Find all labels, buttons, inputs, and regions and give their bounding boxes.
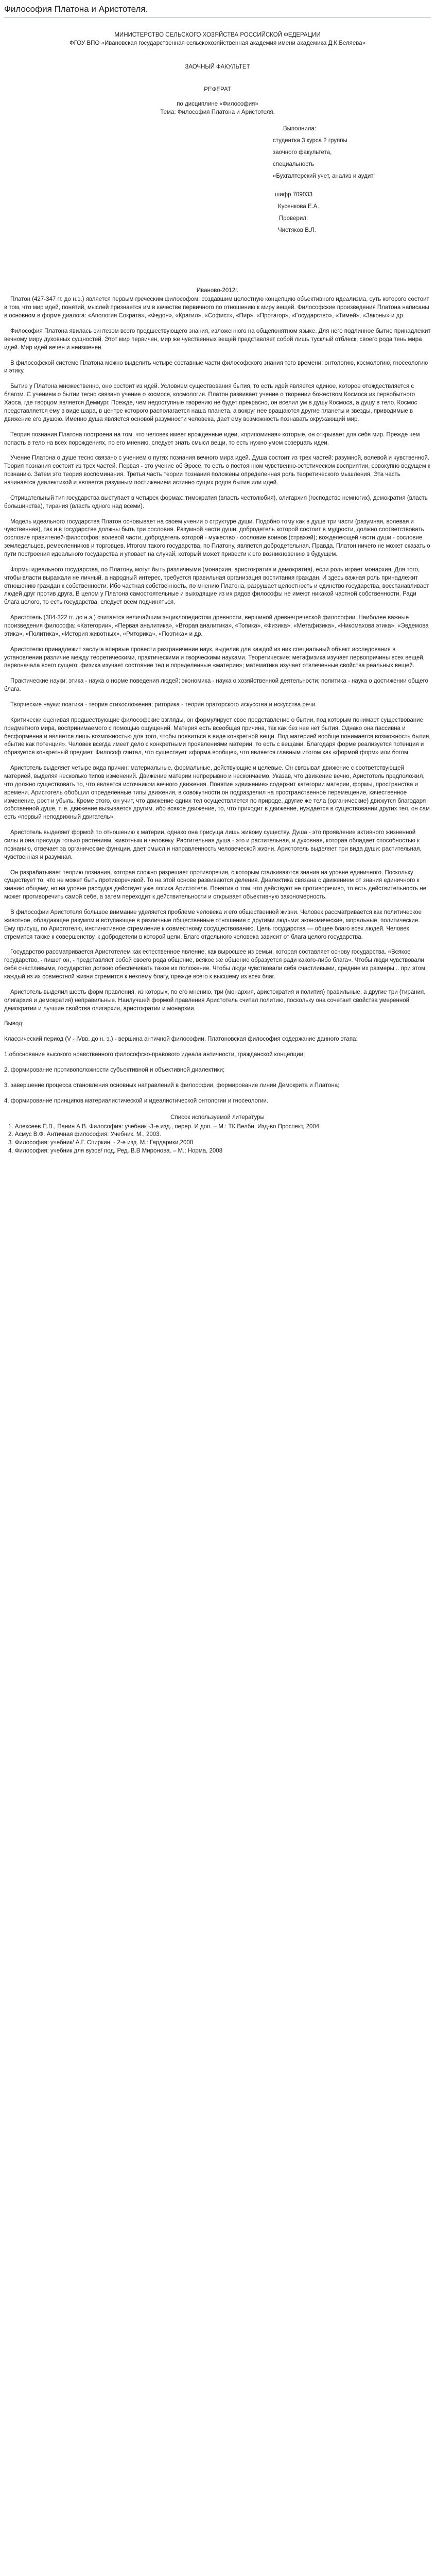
year-line: Иваново-2012г. xyxy=(196,287,239,294)
ministry-line: МИНИСТЕРСТВО СЕЛЬСКОГО ХОЗЯЙСТВА РОССИЙСКОЙ ФЕДЕРАЦИИ xyxy=(114,32,321,39)
signature-line: Выполнила: xyxy=(283,125,317,132)
paragraph: Практические науки: этика - наука о норме поведения людей; экономика - наука о хозяйственной деятельности; политика - наука о достижении общего блага. xyxy=(4,678,428,693)
literature-item: 4. Философия: учебник для вузов/ под. Ред. В.В Миронова. – М.: Норма, 2008 xyxy=(8,1148,223,1155)
paragraph: Философия Платона явилась синтезом всего предшествующего знания, изложенного на общепонятном языке. Для него подлинное бытие принадлежит вечному миру духовных сущностей. Этот мир первичен, мир же чувственных вещей представляет собой лишь тусклый отблеск, своего рода тень мира идей. Мир идей вечен и неизменен. xyxy=(4,328,431,351)
literature-heading: Список используемой литературы xyxy=(170,1114,265,1121)
conclusion-item: 4. формирование принципов материалистической и идеалистической онтологии и гносеологии. xyxy=(4,1097,269,1104)
paragraph: Платон (427-347 гг. до н.э.) является первым греческим философом, создавшим целостную концепцию объективного идеализма, суть которого состоит в том, что мир идей, понятий, мыслей признается им в качестве первичного по отношению к миру вещей. Философские произведения Платона написаны в основном в форме диалога: «Апология Сократа», «Федон», «Кратил», «Софист», «Пир», «Протагор», «Государство», «Тимей», «Законы» и др. xyxy=(4,296,429,319)
title-page-header xyxy=(4,31,431,72)
signature-line: специальность xyxy=(273,161,315,167)
paragraph: Он разрабатывает теорию познания, которая сложно разрешает противоречия, с которым сталкиваются знания на уровне единичного. Поскольку существует то, что не может быть противоречивой. То на этой основе развиваются деления. Диалектика связана с движением от знания единичного к знанию общему, но на уровне рассудка действует уже логика Аристотеля. Понятия о том, что действуют не противоречиво, то есть действительность не может противоречить самой себе, а затем переходит к действительности и открывает объективную закономерность. xyxy=(4,869,427,901)
paragraph: Модель идеального государства Платон основывает на своем учении о структуре души. Подобно тому как в душе три части (разумная, волевая и чувственная), так и в государстве должны быть три сословия. Разумной части души, добродетель которой состоит в мудрости, должно соответствовать сословие правителей-философов; волевой части, добродетель которой - мужество - сословие воинов (стражей); вожделеющей части души - сословие земледельцев, ремесленников и торговцев. Итогом такого государства, по Платону, является добродетельная. Правда, Платон ничего не может сказать о пути построения идеального государства и уповает на случай, который может привести к его возникновению в будущем. xyxy=(4,518,430,557)
paragraph: Отрицательный тип государства выступает в четырех формах: тимократия (власть честолюбия), олигархия (господство немногих), демократия (власть большинства), тирания (власть одного над всеми). xyxy=(4,495,428,510)
literature-section xyxy=(4,1114,431,1156)
conclusion-intro: Классический период (V - IVвв. до н. э.) - вершина античной философии. Платоновская философия содержание данного этапа: xyxy=(4,1036,358,1043)
signature-line: «Бухгалтерский учет, анализ и аудит” xyxy=(273,173,376,179)
conclusion-heading: Вывод: xyxy=(4,1021,24,1027)
signature-line: шифр 709033 xyxy=(275,191,313,198)
paragraph: Аристотель выделяет четыре вида причин: материальные, формальные, действующие и целевые. Он связывал движение с соответствующей материей, выделяя несколько типов изменений. Движение материи непрерывно и нескончаемо. Указав, что движение вечно, Аристотель предположил, что должно существовать то, что является источником вечного движения. Понятие «движение» содержит категории материи, формы, пространства и времени. Аристотель обобщил определенные типы движения, в совокупности он подразделил на пространственное перемещение, качественное изменение, рост и убыль. Кроме этого, он учит, что движение одних тел осуществляется по природе, другие же тела (органические) движутся благодаря собственной душе, т. е. движение вызывается другим, ибо всякое движение, то, что приходит в движение, нуждается в существовании других тел, он сам есть «первый неподвижный двигатель». xyxy=(4,765,430,821)
paragraph: Аристотель выделил шесть форм правления, из которых, по его мнению, три (монархия, аристократия и полития) правильные, а другие три (тирания, олигархия и демократия) неправильные. Наилучшей формой правления Аристотель считал политию, поскольку она сочетает свойства умеренной демократии и лучшие свойства олигархии, аристократии и монархии. xyxy=(4,989,426,1012)
signature-line: Кусенкова Е.А. xyxy=(278,203,319,210)
paragraph: Бытие у Платона множественно, оно состоит из идей. Условием существования бытия, то есть идей является единое, которое отождествляется с благом. С учением о бытии тесно связано учение о космосе, космология. Платон развивает учение о творении божеством Космоса из первобытного Хаоса, где творцом является Демиург. Прежде, чем недоступные творению не будет прекрасно, он вселил ум в душу Космоса, а душу в тело. Космос представляется ему в виде шара, в центре которого располагается наша планета, а вокруг нее вращаются другие планеты и звезды, приводимые в движение его душою. Именно душа является основой разумности человека, дает ему возможность познавать окружающий мир. xyxy=(4,383,417,422)
conclusion-item: 2. формирование противоположности субъективной и объективной диалектики; xyxy=(4,1067,225,1074)
body-text xyxy=(4,296,431,1013)
conclusion-section xyxy=(4,1020,431,1105)
signature-block xyxy=(273,125,431,239)
paragraph: Аристотель выделяет формой по отношению к материи, однако она присуща лишь живому существу. Душа - это проявление активного жизненной силы и она присуща только растениям, животным и человеку. Растительная душа - это и растительная, и духовная, которая обладает способностью к познанию, отвечает за органические функции, дает смысл и направленность человеческой жизни. Аристотель выделяет три вида души: растительная, чувственная и разумная. xyxy=(4,829,422,860)
referat-block xyxy=(4,86,431,117)
paragraph: В философии Аристотеля большое внимание уделяется проблеме человека и его общественной жизни. Человек рассматривается как политическое животное, обладающее разумом и вступающее в различные общественные отношения с другими людьми: экономические, моральные, политические. Ему присущ, по Аристотелю, инстинктивное стремление к совместному сосуществованию. Цель государства — общее благо всех людей. Человек стремится также к совершенству, к добродетели в которой цели. Благо отдельного человека зависит от блага целого государства. xyxy=(4,909,422,940)
faculty-line: ЗАОЧНЫЙ ФАКУЛЬТЕТ xyxy=(185,64,250,71)
conclusion-item: 1.обоснование высокого нравственного философско-правового идеала античности, гражданской концепции; xyxy=(4,1052,305,1058)
paragraph: Теория познания Платона построена на том, что человек имеет врожденные идеи, «припоминая» которые, он открывает для себя мир. Прежде чем попасть в тело на всех порождениях, по его мнению, следует знать смысл вещи, то есть нужно умом созерцать идеи. xyxy=(4,431,420,446)
paragraph: В философской системе Платона можно выделить четыре составные части философского знания того времени: онтологию, космологию, гносеологию и этику. xyxy=(4,360,428,375)
literature-item: 1. Алексеев П.В., Панин А.В. Философия: учебник -3-е изд., перер. И доп. – М.: ТК Велби, Изд-во Проспект, 2004 xyxy=(8,1123,320,1130)
paragraph: Аристотель (384-322 гг. до н.э.) считается величайшим энциклопедистом древности, вершиной древнегреческой философии. Наиболее важные произведения философа: «Категории», «Первая аналитика», «Вторая аналитика», «Топика», «Физика», «Метафизика», «Никомахова этика», «Эвдемова этика», «Политика», «История животных», «Риторика», «Поэтика» и др. xyxy=(4,615,429,637)
paragraph: Формы идеального государства, по Платону, могут быть различными (монархия, аристократия и демократия), если роль играет монархия. Для того, чтобы власти выражали не личный, а народный интерес, требуется правильная организация воспитания граждан. И здесь важная роль принадлежит отношению граждан к собственности. Ибо частная собственность, по мнению Платона, разрушает целостность и единство государства, восстанавливает людей друг против друга. В целом у Платона самостоятельные и выходящие из их рядов философы не имеют никакой частной собственности. Ради блага целого, то есть государства, следует всем подчиняться. xyxy=(4,566,429,606)
paragraph: Аристотелю принадлежит заслуга впервые провести разграничение наук, выделив для каждой из них специальный объект исследования в установлении различие между теоретическими, практическими и творческими науками. Теоретические: метафизика изучает первопричины всех вещей, первоначала всего сущего; физика изучает состояние тел и определенные «материи»; математика изучает отвлеченные свойства реальных вещей. xyxy=(4,646,425,669)
paragraph: Учение Платона о душе тесно связано с учением о путях познания вечного мира идей. Душа состоит из трех частей: разумной, волевой и чувственной. Теория познания состоит из трех частей. Первая - это учение об Эросе, то есть о постоянном чувственно-эстетическом восприятии, совокупно ведущем к познанию. Затем это теория воспоминания. Третья часть теории познания положены определенная роль теоретического мышления. Эта часть начинается диалектикой и является разумным постижением истинно сущих родов бытия или идей. xyxy=(4,455,430,486)
paragraph: Критически оценивая предшествующие философские взгляды, он формулирует свое представление о бытии, под которым понимает существование предметного мира, воспринимаемого с помощью ощущений. Материя есть всеобщая причина, так как без нее нет бытия. Однако она пассивна и бесформенна и является лишь возможностью для того, чтобы появиться в виде конкретной вещи. Под материей вообще понимается возможность бытия, «бытие как потенция». Человек всегда имеет дело с конкретными проявлениями материи, то есть с вещами. Благодаря форме реализуется потенция и образуется конкретный предмет. Философ считал, что существует «форма вообще», что является главным итогом как «формой форм» или богом. xyxy=(4,717,431,756)
paragraph: Государство рассматривается Аристотелем как естественное явление, как выросшее из семьи, которая составляет основу государства. «Всякое государство, - пишет он, - представляет собой своего рода общение, всякое же общение образуется ради какого-либо блага». Чтобы люди чувствовали себя счастливыми, государство должно обеспечивать такое их положение. Чтобы люди чувствовали себя счастливыми, средние их размеры... при этом каждый из их совместной жизни стремится к некоему благу, прежде всего к высшему из всех благ. xyxy=(4,949,425,980)
literature-item: 2. Асмус В.Ф. Античная философия: Учебник. М., 2003. xyxy=(8,1131,161,1138)
signature-line: Чистяков В.Л. xyxy=(278,227,316,233)
paragraph: Творческие науки: поэтика - теория стихосложения; риторика - теория ораторского искусства и искусства речи. xyxy=(10,701,317,708)
page-title: Философия Платона и Аристотеля. xyxy=(4,3,431,18)
topic-line: Тема: Философия Платона и Аристотеля. xyxy=(160,109,275,115)
signature-line: студентка 3 курса 2 группы xyxy=(273,137,347,144)
literature-item: 3. Философия: учебник/ А.Г. Спиркин. - 2-е изд. М.: Гардарики,2008 xyxy=(8,1140,194,1146)
referat-heading: РЕФЕРАТ xyxy=(204,87,231,93)
discipline-line: по дисциплине «Философия» xyxy=(177,100,258,107)
institution-line: ФГОУ ВПО «Ивановская государственная сельскохозяйственная академия имени академика Д.К.Беляева» xyxy=(69,40,365,47)
conclusion-item: 3. завершение процесса становления основных направлений в философии, формирование линии Демокрита и Платона; xyxy=(4,1082,340,1089)
signature-line: заочного факультета, xyxy=(273,149,332,156)
signature-line: Проверил: xyxy=(279,215,308,222)
